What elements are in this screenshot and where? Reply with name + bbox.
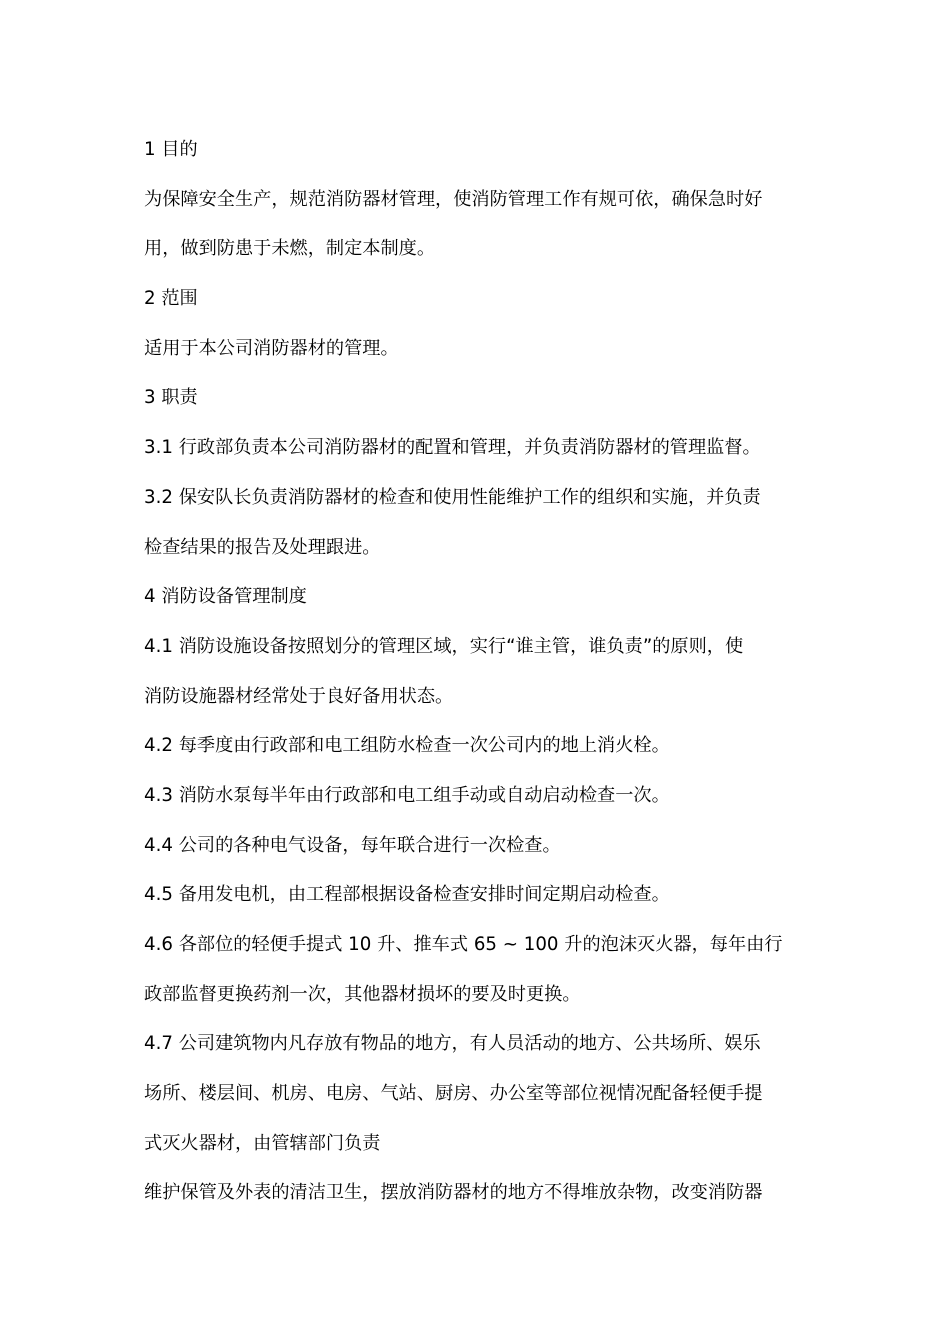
paragraph-line: 3.1 行政部负责本公司消防器材的配置和管理，并负责消防器材的管理监督。 bbox=[144, 437, 761, 459]
paragraph-line: 消防设施器材经常处于良好备用状态。 bbox=[144, 685, 454, 707]
paragraph-line: 4.1 消防设施设备按照划分的管理区域，实行“谁主管，谁负责”的原则，使 bbox=[144, 635, 744, 657]
paragraph-line: 为保障安全生产，规范消防器材管理，使消防管理工作有规可依，确保急时好 bbox=[144, 188, 763, 210]
paragraph-line: 4.7 公司建筑物内凡存放有物品的地方，有人员活动的地方、公共场所、娱乐 bbox=[144, 1033, 761, 1055]
section-heading-purpose: 1 目的 bbox=[144, 139, 198, 160]
paragraph-line: 政部监督更换药剂一次，其他器材损坏的要及时更换。 bbox=[144, 983, 581, 1005]
document-body bbox=[144, 131, 814, 1224]
section-heading-scope: 2 范围 bbox=[144, 288, 198, 310]
paragraph-line: 场所、楼层间、机房、电房、气站、厨房、办公室等部位视情况配备轻便手提 bbox=[144, 1083, 763, 1105]
section-heading-responsibilities: 3 职责 bbox=[144, 387, 198, 409]
paragraph-line: 维护保管及外表的清洁卫生，摆放消防器材的地方不得堆放杂物，改变消防器 bbox=[144, 1182, 763, 1204]
paragraph-line: 3.2 保安队长负责消防器材的检查和使用性能维护工作的组织和实施，并负责 bbox=[144, 486, 761, 508]
section-heading-equipment-management: 4 消防设备管理制度 bbox=[144, 586, 307, 608]
paragraph-line: 适用于本公司消防器材的管理。 bbox=[144, 337, 399, 359]
paragraph-line: 用，做到防患于未燃，制定本制度。 bbox=[144, 238, 436, 260]
paragraph-line: 4.5 备用发电机，由工程部根据设备检查安排时间定期启动检查。 bbox=[144, 884, 670, 906]
paragraph-line: 检查结果的报告及处理跟进。 bbox=[144, 536, 381, 558]
paragraph-line: 4.2 每季度由行政部和电工组防水检查一次公司内的地上消火栓。 bbox=[144, 735, 670, 757]
paragraph-line: 4.6 各部位的轻便手提式 10 升、推车式 65 ~ 100 升的泡沫灭火器，每年由行 bbox=[144, 934, 783, 955]
paragraph-line: 式灭火器材，由管辖部门负责 bbox=[144, 1132, 381, 1154]
paragraph-line: 4.4 公司的各种电气设备，每年联合进行一次检查。 bbox=[144, 834, 561, 856]
paragraph-line: 4.3 消防水泵每半年由行政部和电工组手动或自动启动检查一次。 bbox=[144, 784, 670, 806]
